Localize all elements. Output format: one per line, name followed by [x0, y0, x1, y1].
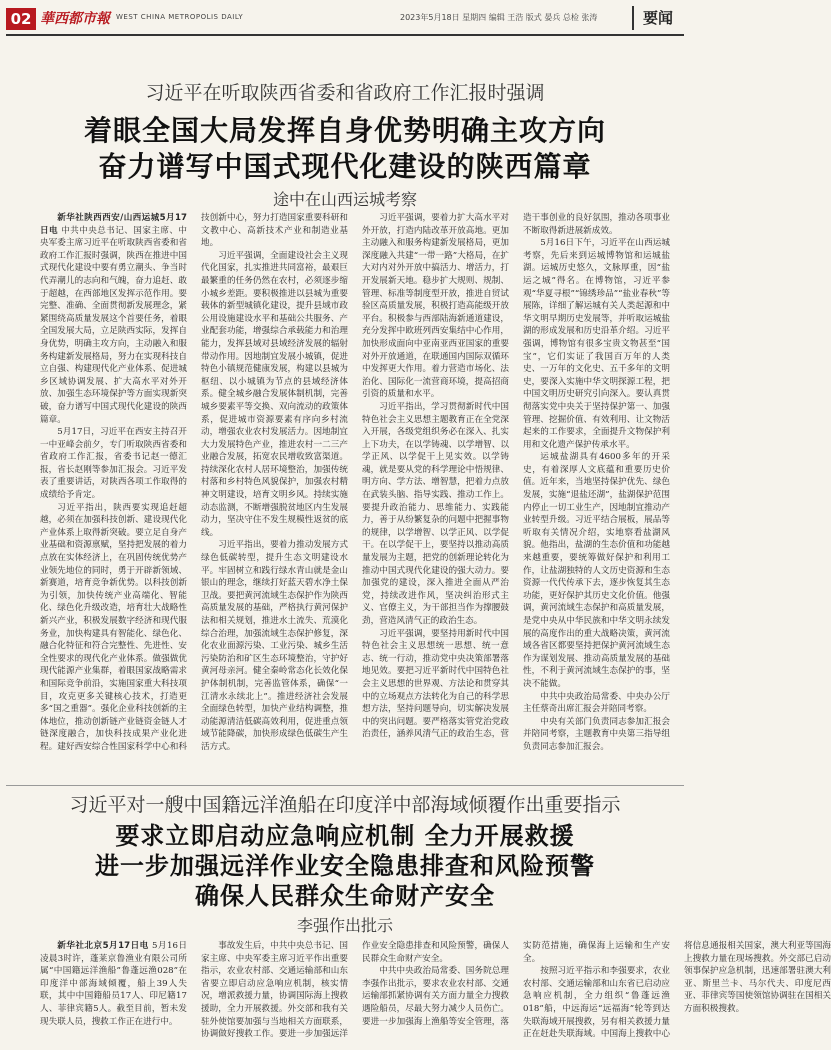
story1-body [40, 212, 670, 777]
story1-paragraph: 5月17日，习近平在西安主持召开一中亚峰会前夕，专门听取陕西省委和省政府工作汇报，省委书记赵一德汇报，省长赵刚等参加汇报会。习近平发表了重要讲话，对陕西各项工作取得的成绩给予肯定。 [40, 427, 187, 501]
story2-paragraph: 事故发生后，中共中央总书记、国家主席、中央军委主席习近平作出重要指示，农业农村部、交通运输部和山东省要立即启动应急响应机制，核实情况，增派救援力量，协调国际海上搜救援助，全力开展救援。外交部和我有关驻外使馆要加强与当地相关方面联系，协调做好搜救工作。要进一步加强远洋作业安全隐患排查和风险预警，确保人民群众生命财产安全。 [201, 941, 509, 1040]
story1-paragraph: 中央有关部门负责同志参加汇报会并陪同考察，主题教育中央第三指导组负责同志参加汇报会。 [523, 716, 670, 752]
top-rule [6, 34, 684, 36]
story2-headline-1: 要求立即启动应急响应机制 全力开展救援 [115, 822, 575, 850]
story1-paragraph: 习近平强调，要着力扩大高水平对外开放，打造内陆改革开放高地。更加主动融入和服务构建新发展格局，更加深度融入共建“一带一路”大格局，在扩大对内对外开放中搞活力、增活力，打开发展新天地。稳步扩大规则、规制、管理、标准等制度型开放，推进自贸试验区高质量发展，积极打造高能级开放平台。积极参与西部陆海新通道建设，充分发挥中欧班列西安集结中心作用，加快形成面向中亚南亚西亚国家的重要对外开放通道，在联通国内国际双循环中发挥更大作用。着力营造市场化、法治化、国际化一流营商环境，提高招商引资的质量和水平。 [362, 213, 509, 400]
story1-paragraph: 新华社陕西西安/山西运城5月17日电 中共中央总书记、国家主席、中央军委主席习近平在听取陕西省委和省政府工作汇报时强调，陕西在推进中国式现代化建设中要有勇立潮头、争当时代弄潮儿的志向和气魄，奋力追赶、敢于超越，在西部地区发挥示范作用。要完整、准确、全面贯彻新发展理念，紧紧围绕高质量发展这个首要任务，着眼全国发展大局，立足陕西实际，发挥自身优势，明确主攻方向，主动融入和服务构建新发展格局，努力在实现科技自立自强、构建现代化产业体系、促进城乡区域协调发展、扩大高水平对外开放、加强生态环境保护等方面实现新突破，奋力谱写中国式现代化建设的陕西篇章。 [40, 213, 187, 425]
story1-paragraph: 习近平强调，全面建设社会主义现代化国家，扎实推进共同富裕，最艰巨最繁重的任务仍然在农村，必须逐步缩小城乡差距。要积极推进以县城为重要载体的新型城镇化建设，提升县域市政公用设施建设水平和基础公共服务、产业配套功能，增强综合承载能力和治理能力，发挥县域对县域经济发展的辐射带动作用。因地制宜发展小城镇，促进特色小镇规范健康发展，构建以县城为枢纽、以小城镇为节点的县域经济体系。健全城乡融合发展体制机制，完善城乡要素平等交换、双向流动的政策体系，促进城市资源要素有序向乡村流动，增强农业农村发展活力。因地制宜大力发展特色产业，推进农村一二三产业融合发展，拓宽农民增收致富渠道。持续深化农村人居环境整治，加强传统村落和乡村特色风貌保护，加强农村精神文明建设，培育文明乡风。持续实施动态监测，不断增强脱贫地区内生发展动力，坚决守住不发生规模性返贫的底线。 [201, 250, 348, 538]
page-number: 02 [6, 8, 36, 30]
newspaper-brand-en: WEST CHINA METROPOLIS DAILY [116, 13, 244, 21]
story1-headline-2: 奋力谱写中国式现代化建设的陕西篇章 [98, 150, 592, 183]
story2-subhead: 李强作出批示 [296, 916, 393, 935]
section-tag: 要闻 [632, 6, 682, 30]
divider-rule [6, 785, 684, 786]
story1-paragraph: 运城盐湖具有4600多年的开采史，有着深厚人文底蕴和重要历史价值。近年来，当地坚持保护优先、绿色发展，实施“退盐还湖”，盐湖保护范围内停止一切工业生产，因地制宜推动产业转型升级。习近平结合展板，展品等听取有关情况介绍，实地察看盐湖风貌。他指出，盐湖的生态价值和功能越来越重要，要统筹做好保护和利用工作，让盐湖独特的人文历史资源和生态资源一代代传承下去，逐步恢复其生态功能，更好保护其历史文化价值。他强调，黄河流域生态保护和高质量发展，是党中央从中华民族和中华文明永续发展的高度作出的重大战略决策，黄河流域各省区都要坚持把保护黄河流域生态作为谋划发展、推动高质量发展的基础性，不利于黄河流域生态保护的事，坚决不能做。 [523, 452, 670, 689]
story1-headline-1: 着眼全国大局发挥自身优势明确主攻方向 [83, 114, 606, 147]
story2-headline-block [0, 790, 690, 936]
story1-paragraph: 习近平指出，陕西要实现追赶超越，必须在加强科技创新、建设现代化产业体系上取得新突破。要立足自身产业基础和资源禀赋，坚持把发展的着力点放在实体经济上，在巩固传统优势产业领先地位的同时，勇于开辟新领域、新赛道，培育竞争新优势。以科技创新为引领，加快传统产业高端化、智能化、绿色化升级改造，培育壮大战略性新兴产业，积极发展数字经济和现代服务业，加快构建具有智能化、绿色化、融合化特征和符合完整性、先进性、安全性要求的现代化产业体系。做强做优现代能源产业集群，着眼国家战略需求和国际竞争前沿，实施国家重大科技项目，攻克更多关键核心技术，打造更多“国之重器”。强化企业科技创新的主体地位，推动创新链产业链资金链人才链深度融合，加快科技成果产业化进程。建好西安综合性国家科学中心和科技创新中心，努力打造国家重要科研和文教中心、高新技术产业和制造业基地。 [40, 213, 348, 752]
story1-headline-block [0, 78, 690, 210]
story1-kicker: 习近平在听取陕西省委和省政府工作汇报时强调 [145, 82, 545, 104]
story1-paragraph: 5月16日下午，习近平在山西运城考察，先后来到运城博物馆和运城盐湖。运城历史悠久，文脉厚重，因“盐运之城”得名。在博物馆，习近平参观“华夏寻根”“锦绣珍品”“盐业春秋”等展陈，详细了解运城有关人类起源和中华文明早期历史发展等，并听取运城盐湖的形成发展和历史沿革介绍。习近平强调，博物馆有很多宝贵文物甚至“国宝”，它们实证了我国百万年的人类史、一万年的文化史、五千多年的文明史，要深入实施中华文明探源工程，把中国文明历史研究引向深入。要认真贯彻落实党中央关于坚持保护第一、加强管理、挖掘价值、有效利用、让文物活起来的工作要求，全面提升文物保护利用和文化遗产保护传承水平。 [523, 238, 670, 450]
story2-headline-2: 进一步加强远洋作业安全隐患排查和风险预警 [95, 852, 595, 880]
story1-paragraph: 习近平指出，要着力推动发展方式绿色低碳转型，提升生态文明建设水平。牢固树立和践行绿水青山就是金山银山的理念，继续打好蓝天碧水净土保卫战。要把黄河流域生态保护作为陕西高质量发展的基础，严格执行黄河保护法和相关规划，推进水土流失、荒漠化综合治理，加强流域生态保护修复，深化农业面源污染、工业污染、城乡生活污染防治和矿区生态环境整治，守护好黄河母亲河。健全秦岭常态化长效化保护体制机制，完善监管体系，确保“一江清水永续北上”。推进经济社会发展全面绿色转型，加快产业结构调整，推动能源清洁低碳高效利用，促进重点领域节能降碳，加快形成绿色低碳生产生活方式。 [201, 540, 348, 752]
masthead [0, 0, 690, 36]
story1-paragraph: 习近平强调，要坚持用新时代中国特色社会主义思想统一思想、统一意志、统一行动，推动党中央决策部署落地见效。要把习近平新时代中国特色社会主义思想的世界观、方法论和贯穿其中的立场观点方法转化为自己的科学思想方法，坚持问题导向，切实解决发展中的突出问题。要严格落实管党治党政治责任，涵养风清气正的政治生态，营造干事创业的良好氛围，推动各项事业不断取得新进展新成效。 [362, 213, 670, 740]
story1-byline: 新华社陕西西安/山西运城5月17日电 [40, 213, 187, 236]
issue-info: 2023年5月18日 星期四 编辑 王浩 版式 晏兵 总检 张涛 [400, 13, 598, 22]
story1-paragraph: 中共中央政治局常委、中央办公厅主任蔡奇出席汇报会并陪同考察。 [523, 691, 670, 715]
story2-body [40, 940, 831, 1044]
story2-paragraph: 新华社北京5月17日电 5月16日凌晨3时许，蓬莱京鲁渔业有限公司所属“中国籍远洋渔船”鲁蓬远渔028”在印度洋中部海域倾覆，船上39人失联，其中中国籍船员17人、印尼籍17人、菲律宾籍5人。截至目前，暂未发现失联人员，搜救工作正在进行中。 [40, 941, 187, 1027]
story1-subhead: 途中在山西运城考察 [272, 190, 417, 209]
story1-paragraph: 习近平指出，学习贯彻新时代中国特色社会主义思想主题教育正在全党深入开展，各级党组织务必在深入、扎实上下功夫，在以学铸魂、以学增智、以学正风、以学促干上见实效。以学铸魂，就是要从党的科学理论中悟规律、明方向、学方法、增智慧，把着力点放在武装头脑、指导实践、推动工作上。要提升政治能力、思维能力、实践能力，善于从纷繁复杂的问题中把握事物的规律，以学增智、以学正风、以学促干。在以学促干上，要坚持以推动高质量发展为主题，把党的创新理论转化为推动中国式现代化建设的强大动力。要加强党的建设，深入推进全面从严治党，持续改进作风，坚决纠治形式主义、官僚主义，为干部担当作为撑腰鼓劲，营造风清气正的政治生态。 [362, 401, 509, 626]
story2-paragraph: 中共中央政治局常委、国务院总理李强作出批示，要求农业农村部、交通运输部抓紧协调有关方面力量全力搜救遇险船员，尽最大努力减少人员伤亡。要进一步加强海上渔船等安全管理，落实防范措施，确保海上运输和生产安全。 [362, 941, 670, 1027]
story2-paragraph: 按照习近平指示和李强要求，农业农村部、交通运输部和山东省已启动应急响应机制，全力组织“鲁蓬远渔018”船，中远海运“远福海”轮等到达失联海域开展搜救，另有相关救援力量正在赶赴失联海域。中国海上搜救中心将信息通报相关国家，澳大利亚等国海上搜救力量在现场搜救。外交部已启动领事保护应急机制，迅速部署驻澳大利亚、斯里兰卡、马尔代夫、印度尼西亚、菲律宾等国使领馆协调驻在国相关方面积极搜救。 [523, 941, 831, 1040]
story2-byline: 新华社北京5月17日电 [57, 941, 149, 951]
story2-headline-3: 确保人民群众生命财产安全 [195, 882, 495, 910]
newspaper-brand: 華西都市報 [40, 11, 110, 27]
story2-kicker: 习近平对一艘中国籍远洋渔船在印度洋中部海域倾覆作出重要指示 [69, 794, 621, 816]
